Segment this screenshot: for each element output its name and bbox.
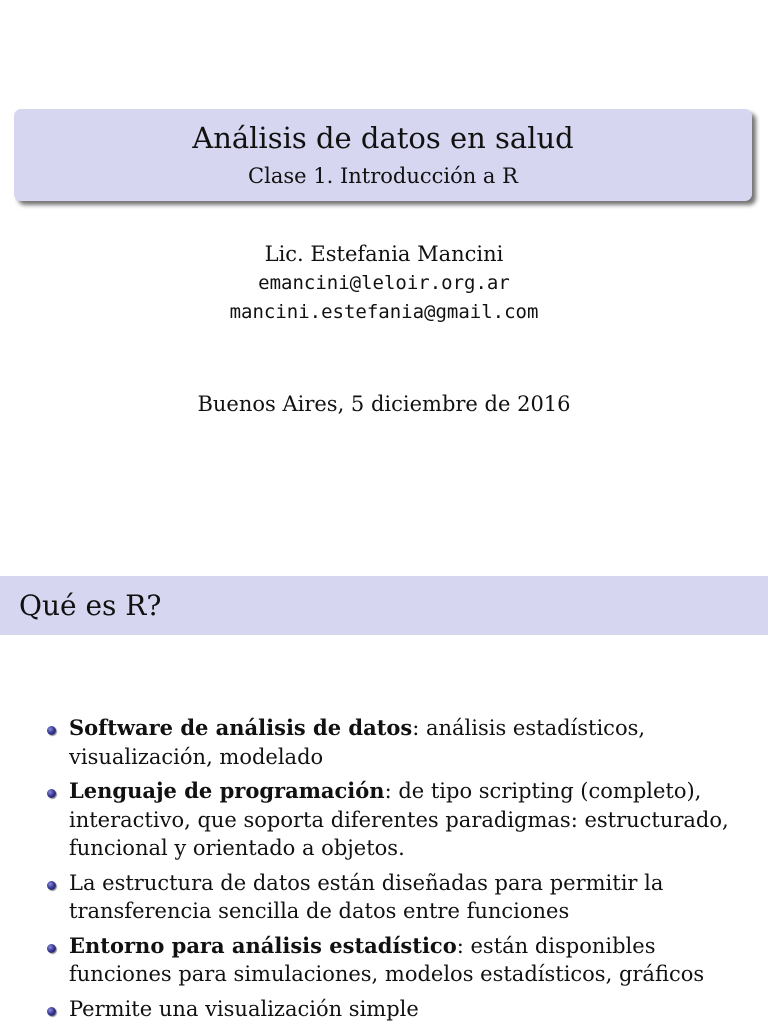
bullet-icon — [47, 1007, 56, 1016]
bullet-icon — [47, 944, 56, 953]
bullet-icon — [47, 881, 56, 890]
bullet-text: Permite una visualización simple — [69, 996, 419, 1021]
frame-title-bar — [0, 576, 768, 635]
author-email-primary: emancini@leloir.org.ar — [258, 272, 510, 294]
bullet-bold-text: Software de análisis de datos — [69, 715, 413, 740]
bullet-bold-text: Lenguaje de programación — [69, 778, 385, 803]
frame-title: Qué es R? — [19, 589, 162, 622]
bullet-item — [0, 777, 768, 863]
bullet-icon — [47, 789, 56, 798]
bullet-bold-text: Entorno para análisis estadístico — [69, 932, 457, 958]
bullet-list — [0, 714, 768, 1024]
bullet-item — [0, 714, 768, 771]
bullet-item — [0, 932, 768, 989]
author-name: Lic. Estefania Mancini — [264, 242, 504, 266]
bullet-text: : de tipo scripting (completo), interactivo, que soporta diferentes paradigmas: estructurado, funcional y orientado a objetos. — [69, 779, 729, 860]
presentation-title: Análisis de datos en salud — [192, 121, 574, 155]
author-email-secondary: mancini.estefania@gmail.com — [229, 301, 539, 323]
bullet-icon — [47, 726, 56, 735]
bullet-text: : están disponibles funciones para simulaciones, modelos estadísticos, gráficos — [69, 933, 705, 986]
bullet-item — [0, 995, 768, 1024]
title-block — [14, 109, 752, 201]
presentation-subtitle: Clase 1. Introducción a R — [248, 164, 518, 188]
bullet-text: La estructura de datos están diseñadas para permitir la transferencia sencilla de datos entre funciones — [69, 870, 664, 923]
bullet-text: : análisis estadísticos, visualización, modelado — [69, 716, 646, 769]
bullet-item — [0, 869, 768, 926]
place-date: Buenos Aires, 5 diciembre de 2016 — [197, 392, 571, 416]
